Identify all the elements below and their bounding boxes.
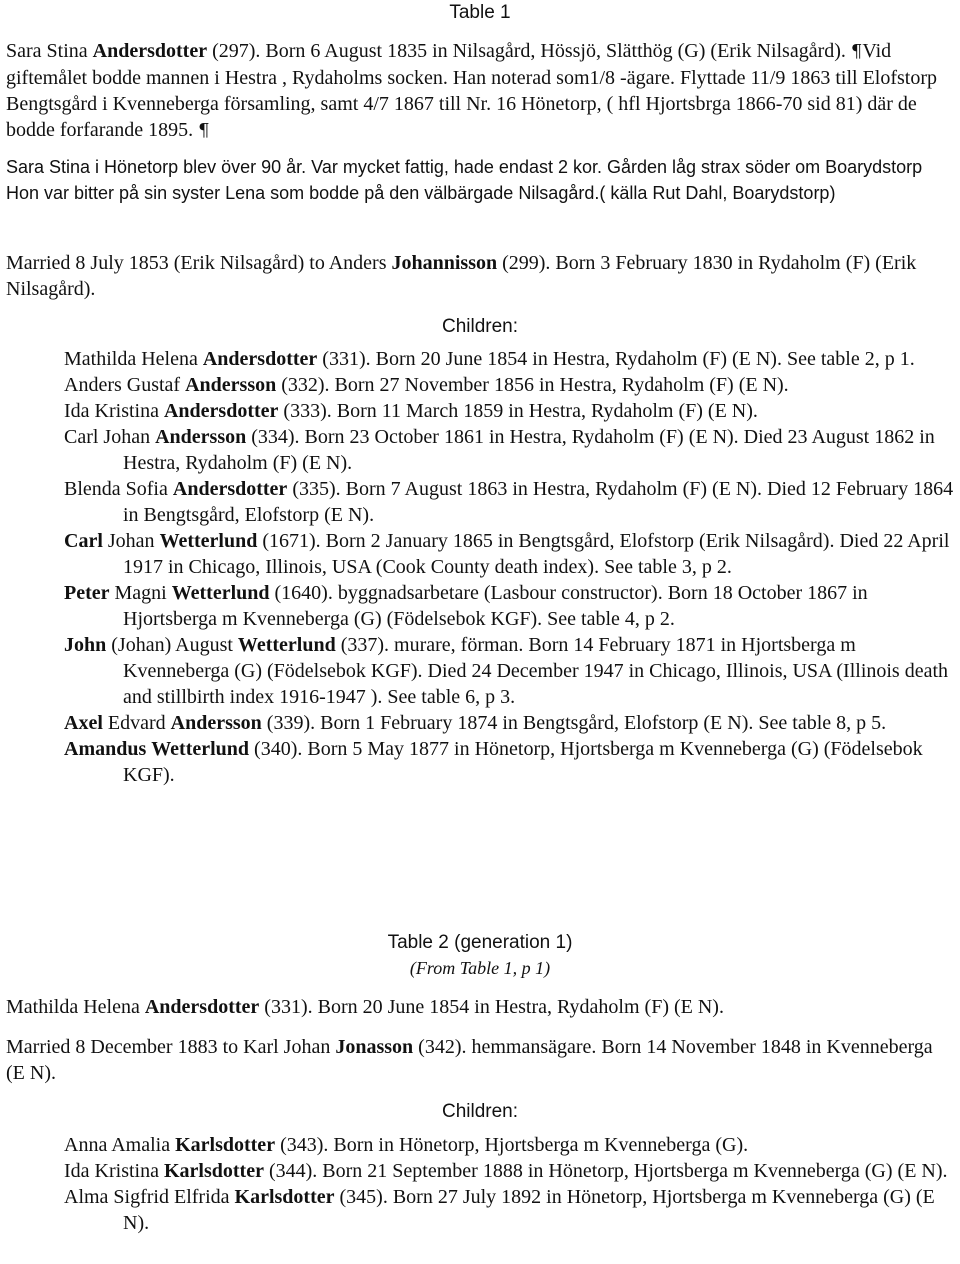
- table-2-subheading: (From Table 1, p 1): [409, 958, 551, 978]
- table-1-note: Sara Stina i Hönetorp blev över 90 år. Var mycket fattig, hade endast 2 kor. Gården låg strax söder om Boarydstorp Hon var bitter på sin syster Lena som bodde på den välbärgade Nilsagård.( källa Rut Dahl, Boarydstorp): [6, 157, 923, 203]
- list-item: Amandus Wetterlund (340). Born 5 May 1877 in Hönetorp, Hjortsberga m Kvenneberga (G) (Födelsebok KGF).: [64, 738, 923, 786]
- surname: Andersdotter: [92, 40, 208, 62]
- surname: Jonasson: [335, 1036, 414, 1058]
- list-item: Anders Gustaf Andersson (332). Born 27 November 1856 in Hestra, Rydaholm (F) (E N).: [64, 374, 789, 396]
- table-2-intro: Mathilda Helena Andersdotter (331). Born 20 June 1854 in Hestra, Rydaholm (F) (E N).: [6, 996, 724, 1018]
- list-item: Mathilda Helena Andersdotter (331). Born 20 June 1854 in Hestra, Rydaholm (F) (E N). See table 2, p 1.: [64, 348, 915, 370]
- table-1-children-label: Children:: [441, 316, 519, 337]
- paragraph-mark: ¶: [850, 41, 863, 62]
- list-item: Blenda Sofia Andersdotter (335). Born 7 August 1863 in Hestra, Rydaholm (F) (E N). Died 12 February 1864 in Bengtsgård, Elofstorp (E N).: [64, 478, 954, 526]
- list-item: Anna Amalia Karlsdotter (343). Born in Hönetorp, Hjortsberga m Kvenneberga (G).: [64, 1134, 749, 1156]
- list-item: Peter Magni Wetterlund (1640). byggnadsarbetare (Lasbour constructor). Born 18 October 1867 in Hjortsberga m Kvenneberga (G) (Födelsebok KGF). See table 4, p 2.: [64, 582, 868, 630]
- list-item: Carl Johan Wetterlund (1671). Born 2 January 1865 in Bengtsgård, Elofstorp (Erik Nilsagård). Died 22 April 1917 in Chicago, Illinois, USA (Cook County death index). See table 3, p 2.: [64, 530, 950, 578]
- surname: Andersdotter: [144, 996, 260, 1018]
- table-2-children-label: Children:: [441, 1101, 519, 1122]
- table-2-children-list: [64, 1132, 956, 1236]
- list-item: John (Johan) August Wetterlund (337). murare, förman. Born 14 February 1871 in Hjortsberga m Kvenneberga (G) (Födelsebok KGF). Died 24 December 1947 in Chicago, Illinois, USA (Illinois death and stillbirth index 1916-1947 ). See table 6, p 3.: [64, 634, 949, 708]
- list-item: Ida Kristina Andersdotter (333). Born 11 March 1859 in Hestra, Rydaholm (F) (E N).: [64, 400, 758, 422]
- list-item: Alma Sigfrid Elfrida Karlsdotter (345). Born 27 July 1892 in Hönetorp, Hjortsberga m Kvenneberga (G) (E N).: [64, 1186, 935, 1234]
- table-1-heading: Table 1: [449, 2, 511, 23]
- list-item: Axel Edvard Andersson (339). Born 1 February 1874 in Bengtsgård, Elofstorp (E N). See table 8, p 5.: [64, 712, 887, 734]
- table-2-marriage: Married 8 December 1883 to Karl Johan Jonasson (342). hemmansägare. Born 14 November 1848 in Kvenneberga (E N).: [6, 1036, 933, 1084]
- list-item: Ida Kristina Karlsdotter (344). Born 21 September 1888 in Hönetorp, Hjortsberga m Kvenneberga (G) (E N).: [64, 1160, 948, 1182]
- table-1-marriage: Married 8 July 1853 (Erik Nilsagård) to Anders Johannisson (299). Born 3 February 1830 in Rydaholm (F) (Erik Nilsagård).: [6, 252, 917, 300]
- table-1-intro: Sara Stina Andersdotter (297). Born 6 August 1835 in Nilsagård, Hössjö, Slätthög (G) (Erik Nilsagård). ¶Vid giftemålet bodde mannen i Hestra , Rydaholms socken. Han noterad som1/8 -ägare. Flyttade 11/9 1863 till Elofstorp Bengtsgård i Kvenneberga församling, samt 4/7 1867 till Nr. 16 Hönetorp, ( hfl Hjortsbrga 1866-70 sid 81) där de bodde forfarande 1895. ¶: [6, 40, 938, 141]
- table-1-children-list: [64, 346, 956, 788]
- surname: Johannisson: [391, 252, 498, 274]
- list-item: Carl Johan Andersson (334). Born 23 October 1861 in Hestra, Rydaholm (F) (E N). Died 23 August 1862 in Hestra, Rydaholm (F) (E N).: [64, 426, 935, 474]
- paragraph-mark: ¶: [198, 120, 210, 141]
- table-2-heading: Table 2 (generation 1): [387, 932, 573, 953]
